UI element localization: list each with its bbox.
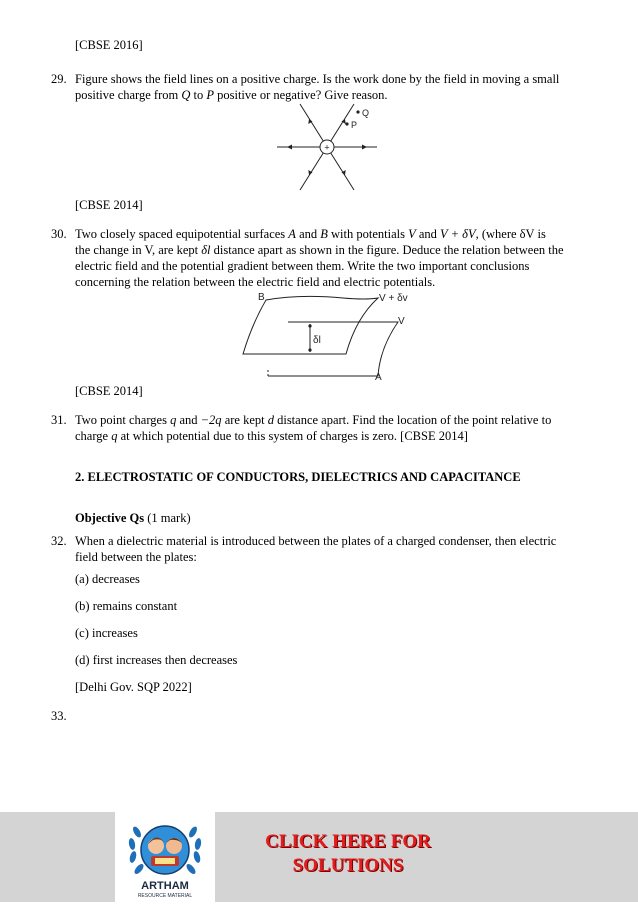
point-p-label: P bbox=[351, 120, 358, 130]
surface-v-label: V bbox=[398, 316, 405, 327]
logo-title: ARTHAM bbox=[141, 880, 189, 892]
delta-l-label: δl bbox=[313, 335, 321, 346]
equipotential-surfaces-figure bbox=[238, 288, 423, 384]
question-32-number: 32. bbox=[51, 534, 67, 548]
surface-v-dv-label: V + δv bbox=[379, 293, 408, 304]
objective-qs-label: Objective Qs (1 mark) bbox=[75, 511, 191, 525]
cta-line1: CLICK HERE FOR bbox=[265, 831, 431, 852]
cta-line2: SOLUTIONS bbox=[292, 855, 404, 876]
source-cbse-2014-q29: [CBSE 2014] bbox=[75, 198, 143, 212]
question-31-number: 31. bbox=[51, 413, 67, 427]
surface-a-label: A bbox=[375, 372, 382, 383]
question-31-text-line2: charge q at which potential due to this system of charges is zero. [CBSE 2014] bbox=[75, 429, 468, 443]
option-b: (b) remains constant bbox=[75, 599, 178, 613]
source-cbse-2014-q30: [CBSE 2014] bbox=[75, 384, 143, 398]
laurel-logo-icon bbox=[115, 812, 215, 902]
question-29-number: 29. bbox=[51, 72, 67, 86]
question-33-number: 33. bbox=[51, 709, 67, 723]
artham-logo[interactable] bbox=[115, 812, 215, 902]
question-30-text-line2: the change in V, are kept δl distance apart as shown in the figure. Deduce the relation between the bbox=[75, 243, 564, 257]
charge-plus-label: + bbox=[324, 142, 330, 153]
question-31-text-line1: Two point charges q and −2q are kept d distance apart. Find the location of the point relative to bbox=[75, 413, 552, 427]
question-30-text-line3: electric field and the potential gradient between them. Write the two important conclusions bbox=[75, 259, 530, 273]
option-c: (c) increases bbox=[75, 626, 138, 640]
option-a: (a) decreases bbox=[75, 572, 140, 586]
question-30-number: 30. bbox=[51, 227, 67, 241]
click-here-for-solutions-link[interactable] bbox=[258, 830, 438, 878]
question-32-text-line2: field between the plates: bbox=[75, 550, 197, 564]
question-32-text-line1: When a dielectric material is introduced between the plates of a charged condenser, then electric bbox=[75, 534, 557, 548]
question-29-text-line1: Figure shows the field lines on a positive charge. Is the work done by the field in moving a small bbox=[75, 72, 560, 86]
question-29-text-line2: positive charge from Q to P positive or negative? Give reason. bbox=[75, 88, 388, 102]
source-cbse-2016: [CBSE 2016] bbox=[75, 38, 143, 52]
option-d: (d) first increases then decreases bbox=[75, 653, 238, 667]
point-q-label: Q bbox=[362, 108, 370, 118]
logo-subtitle: RESOURCE MATERIAL bbox=[137, 893, 193, 899]
field-lines-figure bbox=[272, 100, 382, 194]
surface-b-label: B bbox=[258, 292, 265, 303]
section-heading: 2. ELECTROSTATIC OF CONDUCTORS, DIELECTRICS AND CAPACITANCE bbox=[75, 470, 521, 484]
question-30-text-line4: concerning the relation between the electric field and electric potentials. bbox=[75, 275, 436, 289]
question-30-text-line1: Two closely spaced equipotential surfaces A and B with potentials V and V + δV, (where δV is bbox=[75, 227, 546, 241]
source-delhi-sqp-2022: [Delhi Gov. SQP 2022] bbox=[75, 680, 192, 694]
